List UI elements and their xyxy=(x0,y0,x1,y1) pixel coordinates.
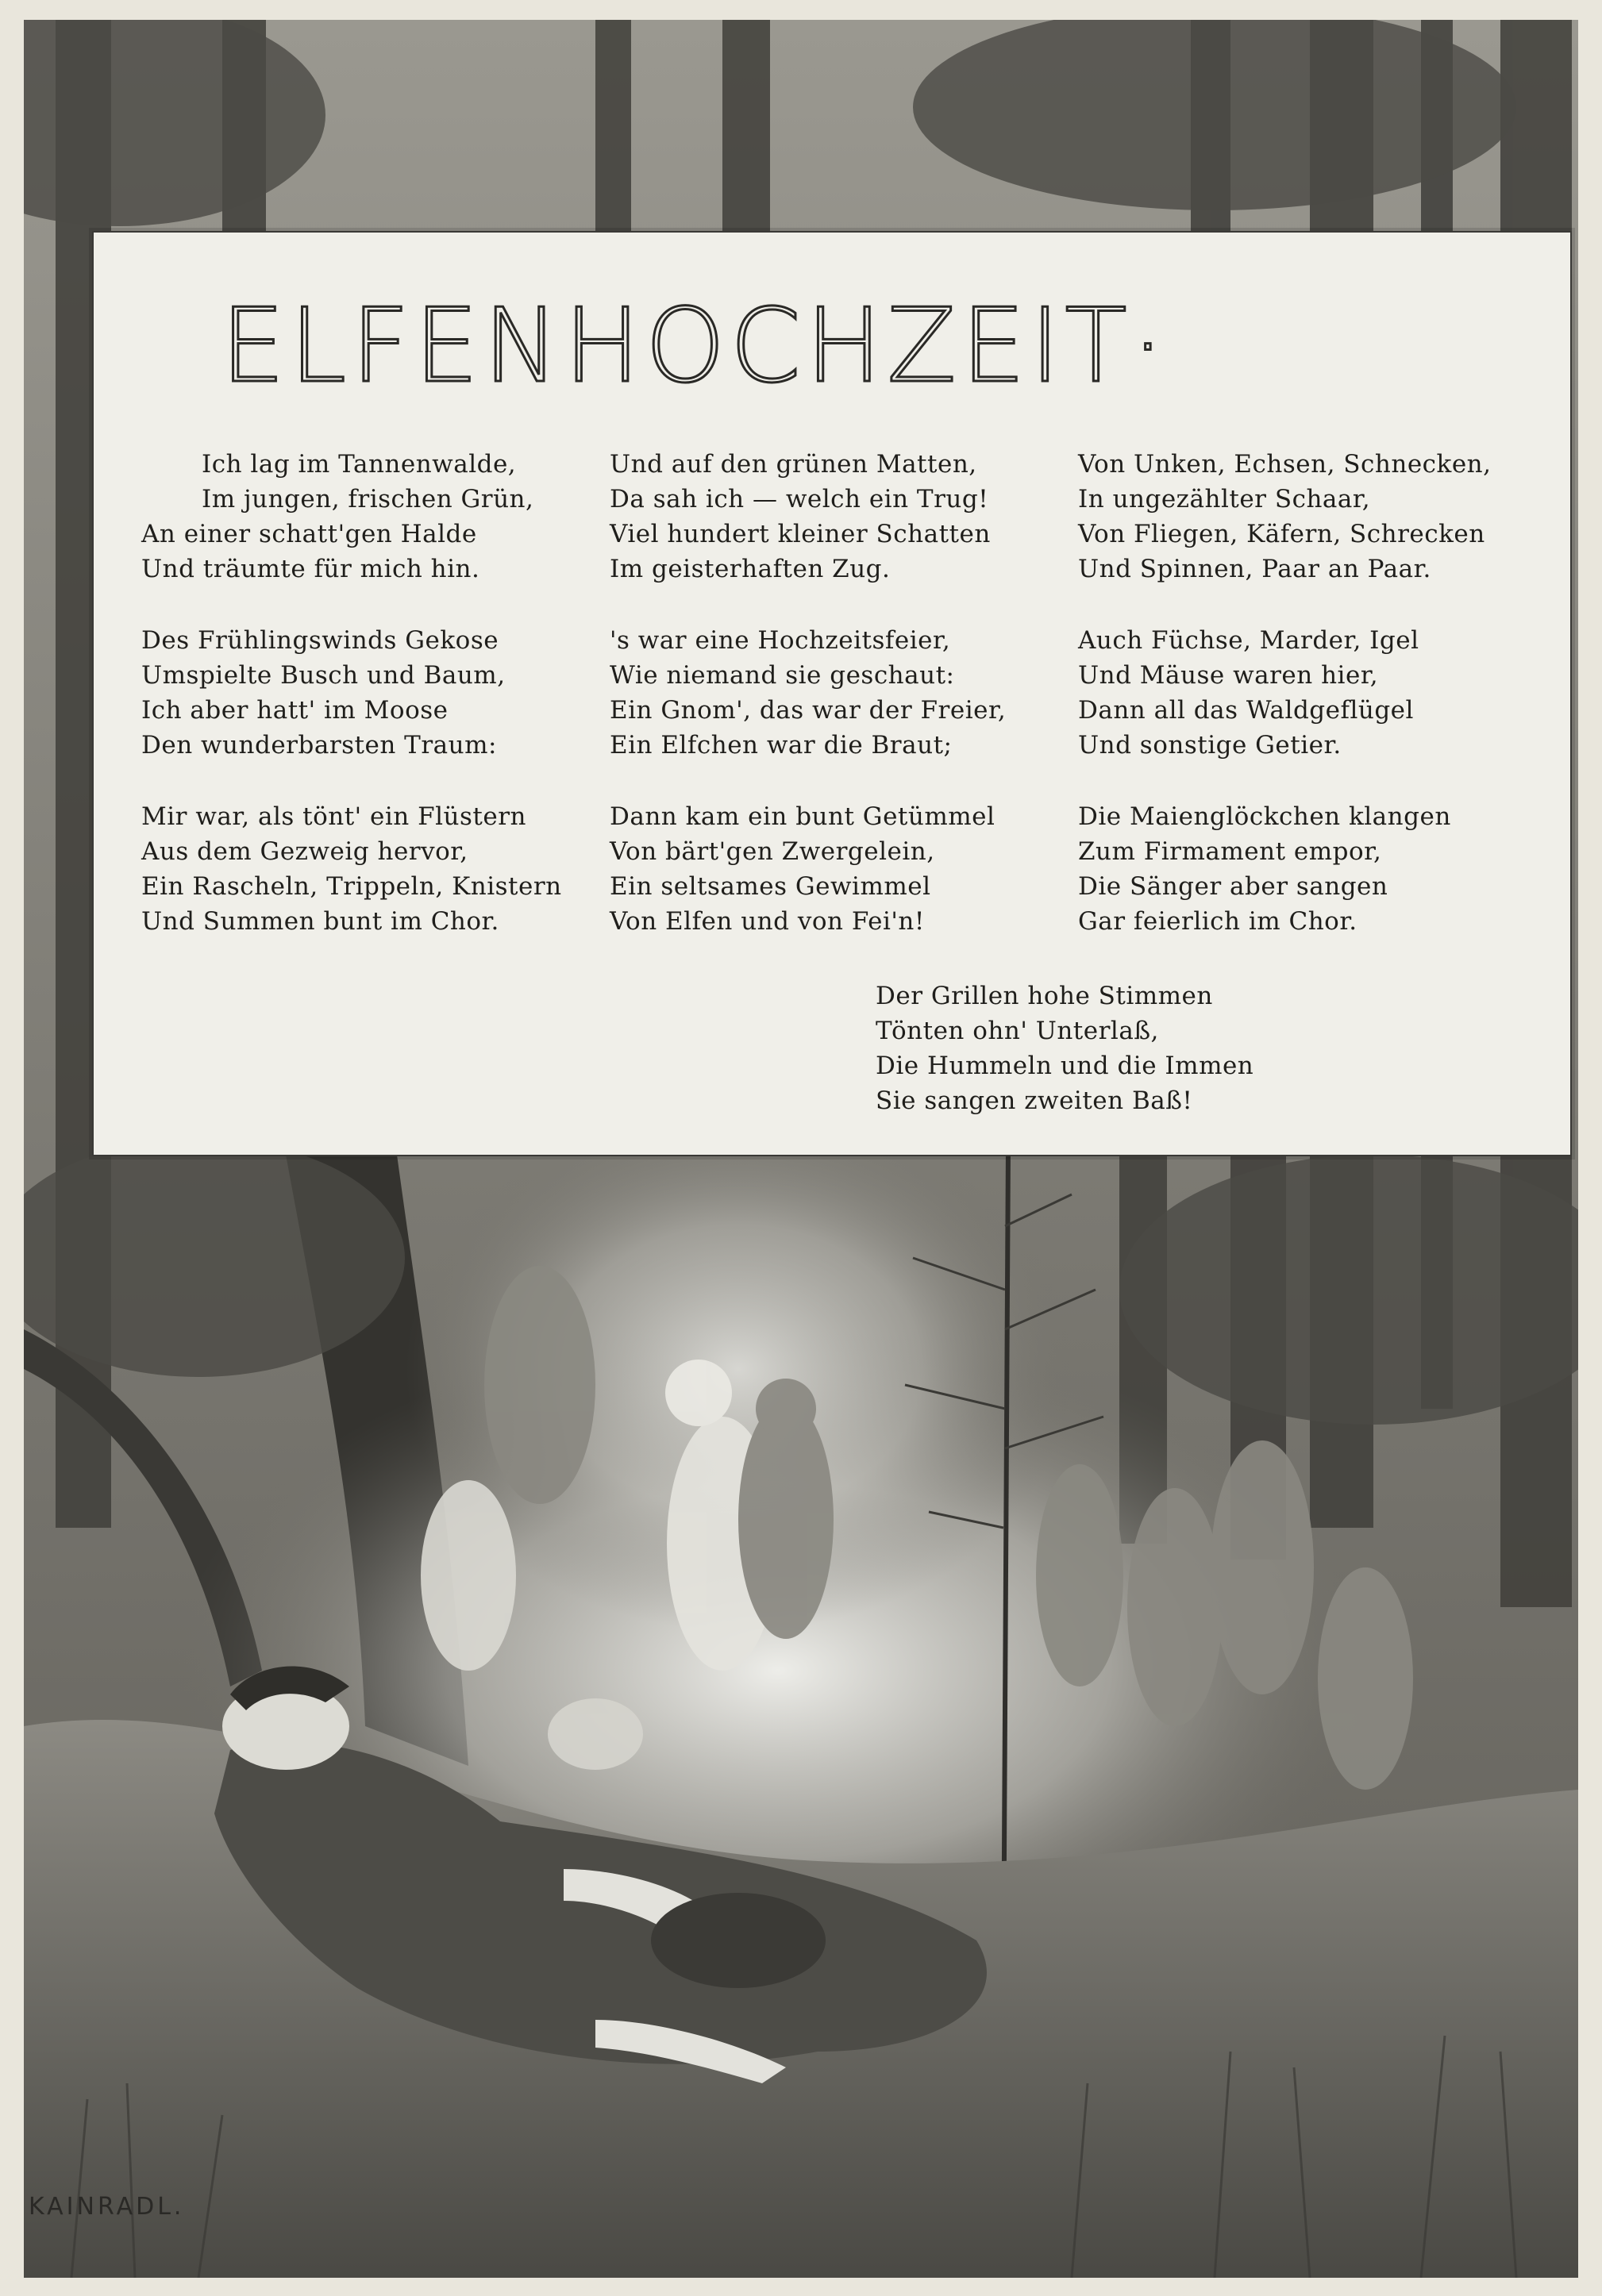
verse-line: Und Summen bunt im Chor. xyxy=(141,907,499,936)
verse-line: Tönten ohn' Unterlaß, xyxy=(876,1017,1159,1045)
verse-line: Von bärt'gen Zwergelein, xyxy=(610,837,935,866)
verse-line: Zum Firmament empor, xyxy=(1078,837,1382,866)
verse-line: Ich lag im Tannenwalde, xyxy=(202,450,517,479)
stanza xyxy=(1078,447,1523,586)
verse-line: Ein Elfchen war die Braut; xyxy=(610,731,953,760)
stanza xyxy=(141,623,586,763)
verse-line: Viel hundert kleiner Schatten xyxy=(610,520,991,548)
verse-line: Ein Rascheln, Trippeln, Knistern xyxy=(141,872,562,901)
verse-line: Der Grillen hohe Stimmen xyxy=(876,982,1213,1010)
stanza xyxy=(141,799,586,939)
verse-line: Von Elfen und von Fei'n! xyxy=(610,907,925,936)
verse-line: Ich aber hatt' im Moose xyxy=(141,696,449,725)
forest-illustration xyxy=(24,20,1578,2278)
verse-line: Und Mäuse waren hier, xyxy=(1078,661,1379,690)
verse-line: Die Sänger aber sangen xyxy=(1078,872,1388,901)
verse-line: Im geisterhaften Zug. xyxy=(610,555,891,583)
verse-line: Auch Füchse, Marder, Igel xyxy=(1078,626,1419,655)
stanza xyxy=(141,447,586,586)
verse-line: Sie sangen zweiten Baß! xyxy=(876,1086,1193,1115)
verse-line: Die Maienglöckchen klangen xyxy=(1078,802,1451,831)
poem-column-1 xyxy=(141,447,586,975)
stanza xyxy=(610,623,1054,763)
poem-column-2 xyxy=(610,447,1054,975)
verse-line: Und sonstige Getier. xyxy=(1078,731,1342,760)
artist-signature: KAINRADL. xyxy=(29,2193,185,2221)
verse-line: Ein Gnom', das war der Freier, xyxy=(610,696,1007,725)
verse-line: Umspielte Busch und Baum, xyxy=(141,661,506,690)
verse-line: Im jungen, frischen Grün, xyxy=(202,485,534,513)
stanza xyxy=(1078,623,1523,763)
verse-line: Von Fliegen, Käfern, Schrecken xyxy=(1078,520,1485,548)
stanza xyxy=(610,799,1054,939)
verse-line: Wie niemand sie geschaut: xyxy=(610,661,955,690)
verse-line: Von Unken, Echsen, Schnecken, xyxy=(1078,450,1492,479)
verse-line: Und auf den grünen Matten, xyxy=(610,450,977,479)
verse-line: Und träumte für mich hin. xyxy=(141,555,480,583)
poem-title: ELFENHOCHZEIT· xyxy=(221,287,1169,406)
verse-line: 's war eine Hochzeitsfeier, xyxy=(610,626,951,655)
poem-column-3 xyxy=(1078,447,1523,975)
verse-line: An einer schatt'gen Halde xyxy=(141,520,477,548)
poem-panel xyxy=(92,231,1572,1156)
verse-line: Den wunderbarsten Traum: xyxy=(141,731,497,760)
verse-line: Dann kam ein bunt Getümmel xyxy=(610,802,995,831)
final-stanza xyxy=(876,979,1352,1118)
verse-line: Aus dem Gezweig hervor, xyxy=(141,837,468,866)
verse-line: Und Spinnen, Paar an Paar. xyxy=(1078,555,1431,583)
verse-line: Dann all das Waldgeflügel xyxy=(1078,696,1414,725)
verse-line: Die Hummeln und die Immen xyxy=(876,1052,1254,1080)
verse-line: Da sah ich — welch ein Trug! xyxy=(610,485,989,513)
verse-line: Mir war, als tönt' ein Flüstern xyxy=(141,802,527,831)
stanza xyxy=(1078,799,1523,939)
verse-line: In ungezählter Schaar, xyxy=(1078,485,1371,513)
stanza xyxy=(610,447,1054,586)
verse-line: Ein seltsames Gewimmel xyxy=(610,872,931,901)
verse-line: Gar feierlich im Chor. xyxy=(1078,907,1357,936)
verse-line: Des Frühlingswinds Gekose xyxy=(141,626,499,655)
